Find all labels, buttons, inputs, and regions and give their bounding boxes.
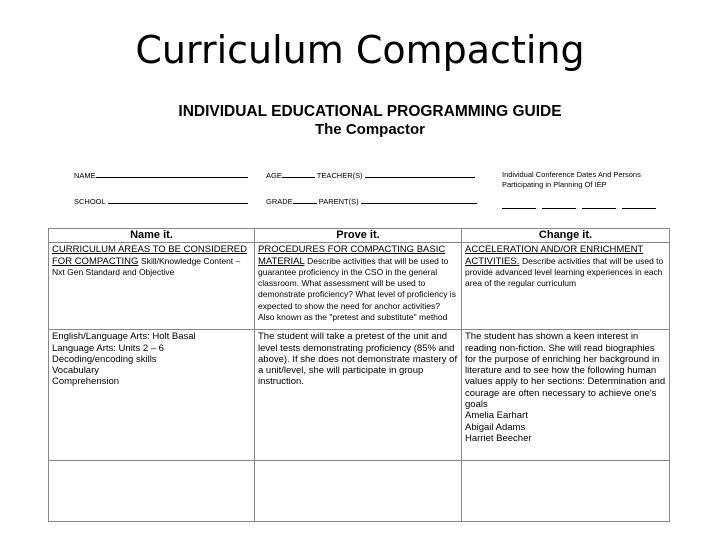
table-row (49, 243, 670, 330)
age-label: AGE (266, 171, 282, 180)
main-cell-procedures (255, 330, 462, 461)
table-row (49, 330, 670, 461)
curriculum-heading: CURRICULUM AREAS TO BE CONSIDERED FOR COMPACTING (52, 244, 247, 267)
curriculum-description: Skill/Knowledge Content – Nxt Gen Standard and Objective (52, 255, 241, 277)
document-title: INDIVIDUAL EDUCATIONAL PROGRAMMING GUIDE (178, 103, 562, 120)
curriculum-line: Decoding/encoding skills (52, 353, 157, 365)
grade-blank (293, 195, 317, 204)
age-teacher-field (266, 169, 475, 180)
biography-name: Amelia Earhart (465, 410, 528, 422)
teachers-blank (365, 169, 475, 178)
empty-cell (49, 461, 255, 522)
grade-parent-field (266, 195, 477, 206)
header-name-it: Name it. (49, 229, 255, 243)
document-subtitle: The Compactor (314, 121, 425, 138)
age-blank (282, 169, 315, 178)
table-row (49, 461, 670, 522)
grade-label: GRADE (266, 197, 293, 206)
acceleration-description: Describe activities that will be used to provide advanced level learning experiences in each area of the regular curriculum (465, 255, 664, 289)
compactor-table (48, 228, 670, 522)
curriculum-line: English/Language Arts: Holt Basal (52, 331, 196, 343)
conference-blanks (502, 196, 662, 214)
curriculum-line: Language Arts: Units 2 – 6 (52, 342, 164, 354)
biography-name: Harriet Beecher (465, 432, 532, 444)
school-blank (108, 195, 248, 204)
school-field (74, 195, 248, 206)
intro-cell-curriculum (49, 243, 255, 330)
procedures-heading: PROCEDURES FOR COMPACTING BASIC MATERIAL (258, 244, 446, 267)
school-label: SCHOOL (74, 197, 106, 206)
biography-name: Abigail Adams (465, 421, 526, 433)
curriculum-line: Vocabulary (52, 365, 100, 377)
name-blank (96, 169, 248, 178)
parents-blank (361, 195, 477, 204)
header-change-it: Change it. (462, 229, 670, 243)
procedures-description: Describe activities that will be used to guarantee proficiency in the CSO in the general classroom. What assessment will be used to demonstrate proficiency? What level of proficiency is expected to show the need for anchor activities? Also known as the "pretest and substitute" method (258, 255, 456, 323)
teachers-label: TEACHER(S) (316, 171, 363, 180)
header-prove-it: Prove it. (255, 229, 462, 243)
parents-label: PARENT(S) (318, 197, 359, 206)
name-field (74, 169, 248, 180)
conference-label: Individual Conference Dates And Persons Participating in Planning Of IEP (502, 170, 641, 189)
procedures-text: The student will take a pretest of the unit and level tests demonstrating proficiency (85% and above). If she does not demonstrate mastery of a unit/level, she will participate in group instruction. (258, 331, 458, 388)
main-cell-curriculum (49, 330, 255, 461)
name-label: NAME (74, 171, 96, 180)
table-header-row (49, 229, 670, 243)
empty-cell (255, 461, 462, 522)
slide-title: Curriculum Compacting (135, 28, 585, 72)
intro-cell-acceleration (462, 243, 670, 330)
acceleration-heading: ACCELERATION AND/OR ENRICHMENT ACTIVITIES. (465, 244, 644, 267)
main-cell-acceleration (462, 330, 670, 461)
curriculum-line: Comprehension (52, 376, 120, 388)
intro-cell-procedures (255, 243, 462, 330)
acceleration-text: The student has shown a keen interest in reading non-fiction. She will read biographies for the purpose of enriching her background in literature and to see how the following human values apply to her sections: Determination and courage are often necessary to achieve one's goals (465, 331, 666, 411)
empty-cell (462, 461, 670, 522)
